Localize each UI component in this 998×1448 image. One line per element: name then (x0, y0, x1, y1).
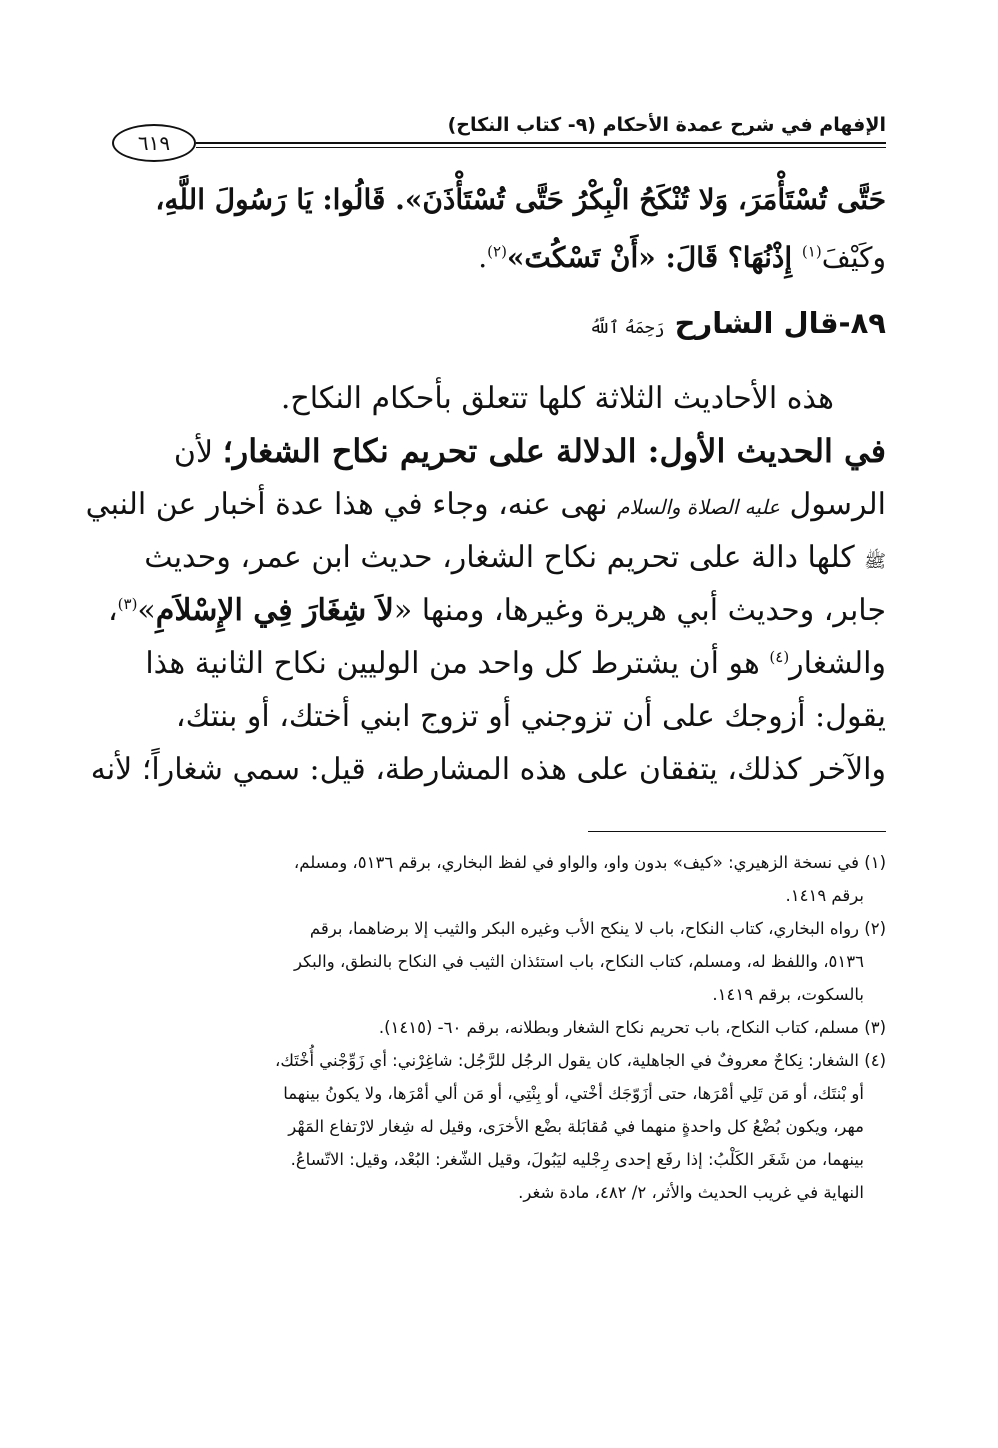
hadith-line-1 (110, 178, 886, 222)
honorific-glyph: رَحِمَهُ ٱللَّهُ (589, 318, 665, 338)
body-line-4b: » (137, 593, 156, 628)
header-rule (196, 142, 886, 144)
intro-paragraph (110, 372, 886, 425)
body-line-5-rest: هو أن يشترط كل واحد من الوليين نكاح الثانية هذا (145, 646, 770, 681)
body-line-4a: جابر، وحديث أبي هريرة وغيرها، ومنها « (393, 593, 886, 628)
salutation-seal-icon: ﷺ (864, 551, 886, 572)
intro-text: هذه الأحاديث الثلاثة كلها تتعلق بأحكام النكاح. (280, 381, 834, 416)
footnote-4-line-5: النهاية في غريب الحديث والأثر، ٢/ ٤٨٢، مادة شغر. (518, 1183, 864, 1202)
hadith-line-2 (110, 236, 886, 280)
hadith-text-1: حَتَّى تُسْتَأْمَرَ، وَلا تُنْكَحُ الْبِكْرُ حَتَّى تُسْتَأْذَنَ». قَالُوا: يَا رَسُولَ اللَّهِ، (155, 183, 886, 216)
first-hadith-heading: في الحديث الأول: الدلالة على تحريم نكاح الشغار؛ (222, 432, 886, 470)
hadith-quote: لاَ شِغَارَ فِي الإِسْلاَمِ (155, 593, 394, 628)
footnote-ref-3: (٣) (117, 595, 138, 613)
footnote-2-line-2: ٥١٣٦، واللفظ له، ومسلم، كتاب النكاح، باب استئذان الثيب في النكاح بالنطق، والبكر (293, 952, 864, 971)
footnotes (110, 846, 886, 1209)
hadith-text-2b: إِذْنُهَا؟ قَالَ: «أَنْ تَسْكُتَ» (506, 241, 802, 274)
footnote-ref-1: (١) (801, 242, 822, 261)
body-line-5 (110, 637, 886, 690)
body-line-2a: الرسول (780, 487, 886, 522)
footnote-4-line-3: مهر، ويكون بُضْعُ كل واحدةٍ منهما في مُقابَلة بضْع الأخرَى، وقيل له شِغار لارْتفاع المَهْر (288, 1117, 864, 1136)
body-line-4-end: ، (107, 593, 118, 628)
footnote-separator (588, 831, 886, 832)
page-number-badge (112, 124, 196, 162)
footnote-1-line-2: برقم ١٤١٩. (785, 886, 864, 905)
body-line-1 (110, 425, 886, 478)
body-line-7: والآخر كذلك، يتفقان على هذه المشارطة، قيل: سمي شغاراً؛ لأنه (90, 752, 886, 787)
footnote-2-line-1: (٢) رواه البخاري، كتاب النكاح، باب لا ينكح الأب وغيره البكر والثيب إلا برضاهما، برقم (309, 919, 886, 938)
body-line-6: يقول: أزوجك على أن تزوجني أو تزوج ابني أختك، أو بنتك، (175, 699, 886, 734)
hadith-text-2-end: . (478, 241, 488, 274)
hadith-text-2a: وكَيْفَ (821, 241, 886, 274)
running-header-title: الإفهام في شرح عمدة الأحكام (٩- كتاب النكاح) (447, 114, 886, 136)
commentary-body (85, 425, 886, 796)
footnote-4 (110, 1044, 886, 1209)
footnote-2 (110, 912, 886, 1011)
body-line-1-rest: لأن (173, 435, 223, 470)
body-line-2b: نهى عنه، وجاء في هذا عدة أخبار عن النبي (85, 487, 618, 522)
body-line-3 (110, 531, 886, 584)
footnote-4-line-2: أو بْنتَك، أو مَن تَلِي أمْرَها، حتى أزَوّجَك أخْتي، أو بِنْتِي، أو مَن ألي أمْرَها، ولا يكونُ بينهما (283, 1084, 864, 1103)
salawat-glyph: عليه الصلاة والسلام (617, 495, 780, 519)
page-number: ٦١٩ (137, 131, 171, 155)
footnote-4-line-4: بينهما، من شَغَر الكَلْبُ: إذا رفَع إحدى رِجْليه ليَبُولَ، وقيل الشّغر: البُعْد، وقيل: الاتّساعُ. (290, 1150, 864, 1169)
body-line-3-rest: كلها دالة على تحريم نكاح الشغار، حديث ابن عمر، وحديث (144, 540, 865, 575)
body-line-4 (107, 584, 886, 637)
footnote-3 (110, 1011, 886, 1044)
body-line-5a: والشغار (789, 646, 886, 681)
footnote-ref-4: (٤) (769, 648, 790, 666)
footnote-2-line-3: بالسكوت، برقم ١٤١٩. (712, 985, 864, 1004)
footnote-3-line-1: (٣) مسلم، كتاب النكاح، باب تحريم نكاح الشغار وبطلانه، برقم ٦٠- (١٤١٥). (378, 1018, 886, 1037)
footnote-1-line-1: (١) في نسخة الزهيري: «كيف» بدون واو، والواو في لفظ البخاري، برقم ٥١٣٦، ومسلم، (293, 853, 886, 872)
footnote-4-line-1: (٤) الشغار: نِكاحٌ معروفٌ في الجاهلية، كان يقول الرجُل للرَّجُل: شاغِرْني: أي زَوِّجْني أُخْتَك، (275, 1051, 886, 1070)
footnote-ref-2: (٢) (487, 242, 507, 261)
header-rule-thin (196, 147, 886, 148)
section-heading-text: ٨٩-قال الشارح (674, 306, 886, 340)
section-heading (589, 306, 886, 340)
body-line-2 (85, 478, 886, 531)
footnote-1 (110, 846, 886, 912)
